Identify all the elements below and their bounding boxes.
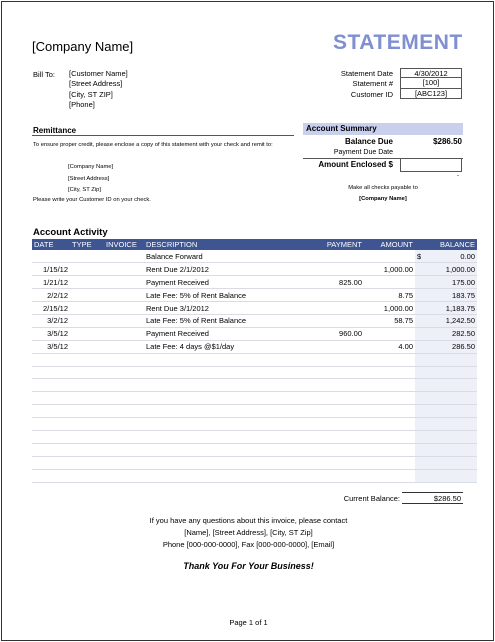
row-date	[32, 443, 70, 456]
row-payment	[312, 405, 364, 418]
remittance-address-line: [Company Name]	[68, 164, 114, 170]
column-header-date: DATE	[32, 239, 70, 250]
row-amount: 8.75	[364, 289, 415, 302]
row-invoice	[104, 366, 144, 379]
row-invoice	[104, 289, 144, 302]
row-date	[32, 366, 70, 379]
row-description	[144, 469, 312, 482]
customer-id-label: Customer ID	[350, 89, 393, 99]
row-balance-value: 1,242.50	[445, 316, 475, 326]
row-description: Balance Forward	[144, 250, 312, 263]
row-payment	[312, 418, 364, 431]
bill-to-address	[69, 69, 128, 110]
table-row	[32, 430, 477, 443]
row-balance	[415, 366, 477, 379]
row-invoice	[104, 263, 144, 276]
document-title: STATEMENT	[333, 31, 463, 54]
payable-name: [Company Name]	[359, 196, 407, 202]
row-invoice	[104, 340, 144, 353]
row-amount	[364, 430, 415, 443]
row-description	[144, 379, 312, 392]
row-amount	[364, 418, 415, 431]
payment-due-label: Payment Due Date	[333, 149, 393, 156]
table-row	[32, 314, 477, 327]
row-balance	[415, 418, 477, 431]
table-row	[32, 469, 477, 482]
row-type	[70, 430, 104, 443]
row-payment	[312, 443, 364, 456]
column-header-payment: PAYMENT	[312, 239, 364, 250]
row-balance	[415, 430, 477, 443]
row-amount	[364, 469, 415, 482]
column-header-description: DESCRIPTION	[144, 239, 312, 250]
column-header-type: TYPE	[70, 239, 104, 250]
row-invoice	[104, 456, 144, 469]
row-type	[70, 379, 104, 392]
row-balance-currency: $	[417, 251, 422, 261]
current-balance-value: $286.50	[402, 492, 463, 504]
row-date: 3/5/12	[32, 340, 70, 353]
row-description	[144, 456, 312, 469]
row-balance-value: 175.00	[452, 277, 475, 287]
bill-to-line: [Street Address]	[69, 79, 123, 89]
row-invoice	[104, 379, 144, 392]
table-row	[32, 353, 477, 366]
row-balance	[415, 314, 477, 327]
row-amount	[364, 392, 415, 405]
row-balance-value: 0.00	[460, 251, 475, 261]
table-row	[32, 418, 477, 431]
table-row	[32, 456, 477, 469]
row-date	[32, 353, 70, 366]
row-payment	[312, 353, 364, 366]
row-invoice	[104, 250, 144, 263]
row-description	[144, 405, 312, 418]
row-type	[70, 276, 104, 289]
row-invoice	[104, 443, 144, 456]
row-description	[144, 430, 312, 443]
row-description: Rent Due 3/1/2012	[144, 302, 312, 315]
row-date: 2/2/12	[32, 289, 70, 302]
row-type	[70, 263, 104, 276]
row-balance	[415, 379, 477, 392]
row-balance-value: 282.50	[452, 329, 475, 339]
account-summary-title: Account Summary	[303, 123, 463, 135]
column-header-balance: BALANCE	[415, 239, 477, 250]
footer-address-line: [Name], [Street Address], [City, ST Zip]	[184, 528, 313, 537]
row-payment	[312, 263, 364, 276]
table-row	[32, 263, 477, 276]
table-row	[32, 327, 477, 340]
statement-info-values	[400, 68, 462, 99]
row-description: Late Fee: 5% of Rent Balance	[144, 289, 312, 302]
row-date	[32, 392, 70, 405]
row-payment	[312, 456, 364, 469]
row-payment	[312, 289, 364, 302]
remittance-address-line: [Street Address]	[68, 175, 110, 182]
column-header-amount: AMOUNT	[364, 239, 415, 250]
current-balance-label: Current Balance:	[343, 494, 400, 503]
row-description: Rent Due 2/1/2012	[144, 263, 312, 276]
row-balance-value: 183.75	[452, 290, 475, 300]
row-type	[70, 366, 104, 379]
row-description	[144, 443, 312, 456]
row-payment	[312, 379, 364, 392]
row-invoice	[104, 327, 144, 340]
table-row	[32, 392, 477, 405]
row-amount	[364, 379, 415, 392]
table-row	[32, 366, 477, 379]
row-invoice	[104, 276, 144, 289]
row-type	[70, 289, 104, 302]
row-balance	[415, 469, 477, 482]
row-balance	[415, 405, 477, 418]
row-amount	[364, 443, 415, 456]
row-type	[70, 314, 104, 327]
page-number: Page 1 of 1	[229, 618, 268, 627]
row-balance	[415, 456, 477, 469]
row-invoice	[104, 353, 144, 366]
row-type	[70, 340, 104, 353]
remittance-note: Please write your Customer ID on your check.	[33, 197, 151, 203]
row-invoice	[104, 469, 144, 482]
row-payment: 825.00	[312, 276, 364, 289]
company-name: [Company Name]	[32, 39, 134, 54]
row-amount: 1,000.00	[364, 263, 415, 276]
row-amount	[364, 353, 415, 366]
row-amount	[364, 456, 415, 469]
row-date	[32, 405, 70, 418]
row-payment	[312, 430, 364, 443]
row-balance	[415, 443, 477, 456]
row-date	[32, 250, 70, 263]
row-balance	[415, 289, 477, 302]
row-payment	[312, 366, 364, 379]
row-invoice	[104, 302, 144, 315]
bill-to-line: [Phone]	[69, 99, 95, 109]
table-row	[32, 443, 477, 456]
row-payment	[312, 302, 364, 315]
customer-id-value: [ABC123]	[400, 89, 462, 99]
statement-date-label: Statement Date	[340, 69, 393, 78]
remittance-address-line: [City, ST Zip]	[68, 187, 101, 194]
row-payment	[312, 314, 364, 327]
table-row	[32, 289, 477, 302]
row-description: Late Fee: 4 days @$1/day	[144, 340, 312, 353]
row-invoice	[104, 405, 144, 418]
row-payment	[312, 469, 364, 482]
row-type	[70, 456, 104, 469]
row-date	[32, 379, 70, 392]
row-description: Late Fee: 5% of Rent Balance	[144, 314, 312, 327]
row-amount	[364, 250, 415, 263]
table-row	[32, 405, 477, 418]
row-date: 1/15/12	[32, 263, 70, 276]
row-type	[70, 353, 104, 366]
row-date: 2/15/12	[32, 302, 70, 315]
balance-due-label: Balance Due	[344, 137, 393, 146]
remittance-address	[68, 162, 113, 197]
statement-number-label: Statement #	[352, 79, 393, 89]
bill-to-line: [Customer Name]	[69, 69, 128, 78]
amount-enclosed-label: Amount Enclosed $	[318, 160, 393, 169]
row-type	[70, 392, 104, 405]
row-invoice	[104, 418, 144, 431]
row-balance	[415, 302, 477, 315]
footer-contact-line: If you have any questions about this invoice, please contact	[149, 516, 348, 525]
row-amount: 58.75	[364, 314, 415, 327]
row-description: Payment Received	[144, 327, 312, 340]
amount-enclosed-field[interactable]	[400, 158, 462, 172]
remittance-title: Remittance	[33, 126, 77, 135]
activity-table	[32, 239, 477, 483]
row-description	[144, 366, 312, 379]
row-type	[70, 469, 104, 482]
row-balance	[415, 353, 477, 366]
activity-header-row	[32, 239, 477, 250]
row-description: Payment Received	[144, 276, 312, 289]
table-row	[32, 379, 477, 392]
remittance-divider	[32, 135, 294, 136]
thank-you-message: Thank You For Your Business!	[183, 561, 314, 571]
table-row	[32, 276, 477, 289]
row-description	[144, 418, 312, 431]
footer-phone-line: Phone [000-000-0000], Fax [000-000-0000], [Email]	[162, 540, 335, 549]
table-row	[32, 250, 477, 263]
row-balance-value: 1,183.75	[445, 303, 475, 313]
statement-page	[1, 1, 494, 641]
row-invoice	[104, 430, 144, 443]
row-type	[70, 250, 104, 263]
payable-text: Make all checks payable to	[348, 185, 418, 191]
row-invoice	[104, 314, 144, 327]
row-balance	[415, 340, 477, 353]
row-balance	[415, 263, 477, 276]
row-payment	[312, 392, 364, 405]
row-type	[70, 418, 104, 431]
row-date: 3/2/12	[32, 314, 70, 327]
row-balance	[415, 327, 477, 340]
row-payment	[312, 340, 364, 353]
row-payment	[312, 250, 364, 263]
statement-number-value: [100]	[400, 78, 462, 88]
row-date: 3/5/12	[32, 327, 70, 340]
row-amount	[364, 366, 415, 379]
amount-enclosed-dash: -	[457, 173, 459, 179]
balance-due-value: $286.50	[433, 137, 462, 146]
row-balance-value: 1,000.00	[445, 264, 475, 274]
row-amount	[364, 405, 415, 418]
row-date: 1/21/12	[32, 276, 70, 289]
row-balance	[415, 250, 477, 263]
table-row	[32, 340, 477, 353]
row-description	[144, 392, 312, 405]
row-date	[32, 456, 70, 469]
row-date	[32, 469, 70, 482]
bill-to-line: [City, ST ZIP]	[69, 89, 113, 99]
statement-date-value: 4/30/2012	[400, 68, 462, 78]
row-type	[70, 443, 104, 456]
row-type	[70, 327, 104, 340]
remittance-text: To ensure proper credit, please enclose a copy of this statement with your check and remit to:	[33, 142, 273, 148]
row-balance	[415, 392, 477, 405]
row-date	[32, 430, 70, 443]
row-amount	[364, 327, 415, 340]
account-activity-title: Account Activity	[33, 227, 108, 238]
row-invoice	[104, 392, 144, 405]
row-balance-value: 286.50	[452, 342, 475, 352]
row-amount: 1,000.00	[364, 302, 415, 315]
column-header-invoice: INVOICE	[104, 239, 144, 250]
row-amount	[364, 276, 415, 289]
row-payment: 960.00	[312, 327, 364, 340]
bill-to-label: Bill To:	[33, 70, 55, 79]
table-row	[32, 302, 477, 315]
row-amount: 4.00	[364, 340, 415, 353]
row-type	[70, 405, 104, 418]
row-date	[32, 418, 70, 431]
row-description	[144, 353, 312, 366]
row-type	[70, 302, 104, 315]
statement-info-labels	[302, 69, 393, 100]
row-balance	[415, 276, 477, 289]
